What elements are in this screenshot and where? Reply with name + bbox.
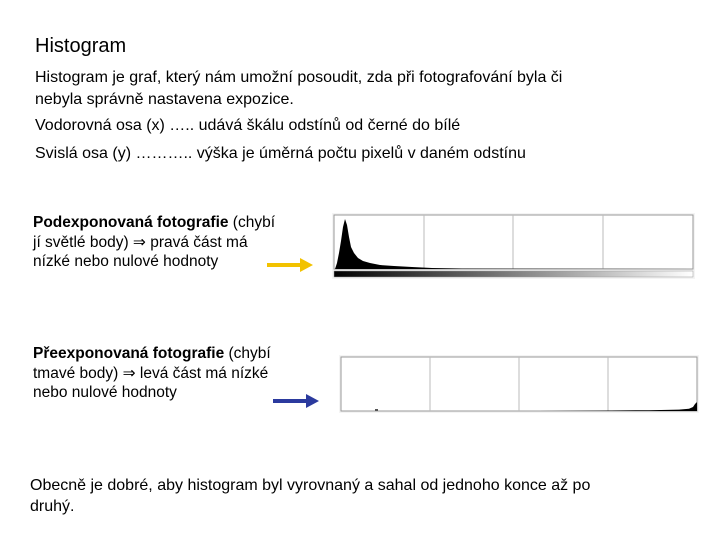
intro-line-2: nebyla správně nastavena expozice. <box>35 91 294 108</box>
overexposed-title: Přeexponovaná fotografie <box>33 345 225 362</box>
blue-arrow-head <box>306 394 319 408</box>
footer-paragraph <box>30 475 690 517</box>
y-axis-description: Svislá osa (y) ……….. výška je úměrná počtu pixelů v daném odstínu <box>35 145 526 162</box>
underexposed-histogram <box>332 213 695 279</box>
tonal-gradient-bar <box>334 271 693 277</box>
underexposed-line-1-rest: (chybí <box>228 214 276 231</box>
footer-line-1: Obecně je dobré, aby histogram byl vyrovnaný a sahal od jednoho konce až po <box>30 477 591 494</box>
yellow-arrow-head <box>300 258 313 272</box>
intro-paragraph <box>35 67 655 111</box>
x-axis-description: Vodorovná osa (x) ….. udává škálu odstínů od černé do bílé <box>35 117 461 134</box>
overexposed-line-2: tmavé body) ⇒ levá část má nízké <box>33 364 269 382</box>
overexposed-line-1-rest: (chybí <box>224 345 271 362</box>
yellow-arrow-icon <box>266 257 314 273</box>
overexposed-line-1 <box>33 344 323 364</box>
intro-line-1: Histogram je graf, který nám umožní posoudit, zda při fotografování byla či <box>35 69 563 86</box>
histogram-speck <box>375 409 378 411</box>
overexposed-line-3: nebo nulové hodnoty <box>33 384 177 401</box>
underexposed-title: Podexponovaná fotografie <box>33 214 229 231</box>
footer-line-2: druhý. <box>30 498 75 515</box>
underexposed-line-3: nízké nebo nulové hodnoty <box>33 253 219 270</box>
underexposed-line-1 <box>33 213 323 233</box>
underexposed-line-2: jí světlé body) ⇒ pravá část má <box>33 233 248 251</box>
overexposed-histogram <box>339 355 699 413</box>
blue-arrow-icon <box>272 393 320 409</box>
slide-title: Histogram <box>35 35 127 57</box>
